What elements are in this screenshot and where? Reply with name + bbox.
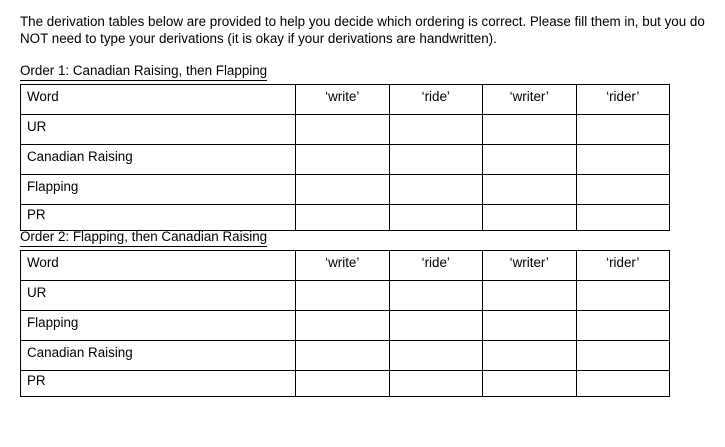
table-cell[interactable] (296, 175, 390, 205)
table-cell[interactable] (483, 371, 577, 397)
row-label-canadian-raising: Canadian Raising (21, 145, 296, 175)
table-cell[interactable] (296, 371, 390, 397)
row-label-flapping: Flapping (21, 175, 296, 205)
table-row (21, 311, 670, 341)
row-label-flapping: Flapping (21, 311, 296, 341)
table-cell[interactable] (296, 115, 390, 145)
column-header-writer: ‘writer’ (483, 85, 577, 115)
table-cell[interactable] (576, 311, 670, 341)
table-cell[interactable] (296, 311, 390, 341)
table-cell[interactable] (296, 145, 390, 175)
order-2-caption: Order 2: Flapping, then Canadian Raising (20, 229, 267, 247)
table-cell[interactable] (389, 115, 483, 145)
table-cell[interactable] (389, 281, 483, 311)
table-cell[interactable] (389, 341, 483, 371)
table-row (21, 371, 670, 397)
table-row (21, 175, 670, 205)
table-cell[interactable] (576, 145, 670, 175)
table-cell[interactable] (576, 281, 670, 311)
table-row (21, 115, 670, 145)
row-label-ur: UR (21, 281, 296, 311)
table-cell[interactable] (296, 281, 390, 311)
column-header-write: ‘write’ (296, 251, 390, 281)
row-label-ur: UR (21, 115, 296, 145)
table-cell[interactable] (389, 175, 483, 205)
table-header-row (21, 251, 670, 281)
word-header: Word (21, 251, 296, 281)
table-cell[interactable] (389, 311, 483, 341)
table-cell[interactable] (483, 281, 577, 311)
table-row (21, 145, 670, 175)
table-cell[interactable] (483, 341, 577, 371)
table-cell[interactable] (576, 175, 670, 205)
column-header-rider: ‘rider’ (576, 251, 670, 281)
table-row (21, 281, 670, 311)
table-cell[interactable] (296, 341, 390, 371)
word-header: Word (21, 85, 296, 115)
table-cell[interactable] (483, 175, 577, 205)
table-cell[interactable] (389, 205, 483, 231)
table-row (21, 341, 670, 371)
column-header-write: ‘write’ (296, 85, 390, 115)
order-1-derivation-table (20, 84, 670, 231)
order-1-caption: Order 1: Canadian Raising, then Flapping (20, 63, 267, 81)
table-row (21, 205, 670, 231)
instructions-text: The derivation tables below are provided to help you decide which ordering is correct. Please fill them in, but you do NOT need to type your derivations (it is okay if your derivations are handwritten). (20, 14, 705, 46)
table-cell[interactable] (576, 341, 670, 371)
column-header-ride: ‘ride’ (389, 85, 483, 115)
row-label-pr: PR (21, 205, 296, 231)
table-cell[interactable] (576, 205, 670, 231)
table-cell[interactable] (483, 311, 577, 341)
order-2-derivation-table (20, 250, 670, 397)
row-label-canadian-raising: Canadian Raising (21, 341, 296, 371)
column-header-ride: ‘ride’ (389, 251, 483, 281)
table-cell[interactable] (483, 205, 577, 231)
table-cell[interactable] (483, 115, 577, 145)
table-cell[interactable] (576, 371, 670, 397)
table-cell[interactable] (389, 371, 483, 397)
table-cell[interactable] (576, 115, 670, 145)
column-header-rider: ‘rider’ (576, 85, 670, 115)
table-cell[interactable] (483, 145, 577, 175)
table-header-row (21, 85, 670, 115)
row-label-pr: PR (21, 371, 296, 397)
table-cell[interactable] (296, 205, 390, 231)
table-cell[interactable] (389, 145, 483, 175)
column-header-writer: ‘writer’ (483, 251, 577, 281)
